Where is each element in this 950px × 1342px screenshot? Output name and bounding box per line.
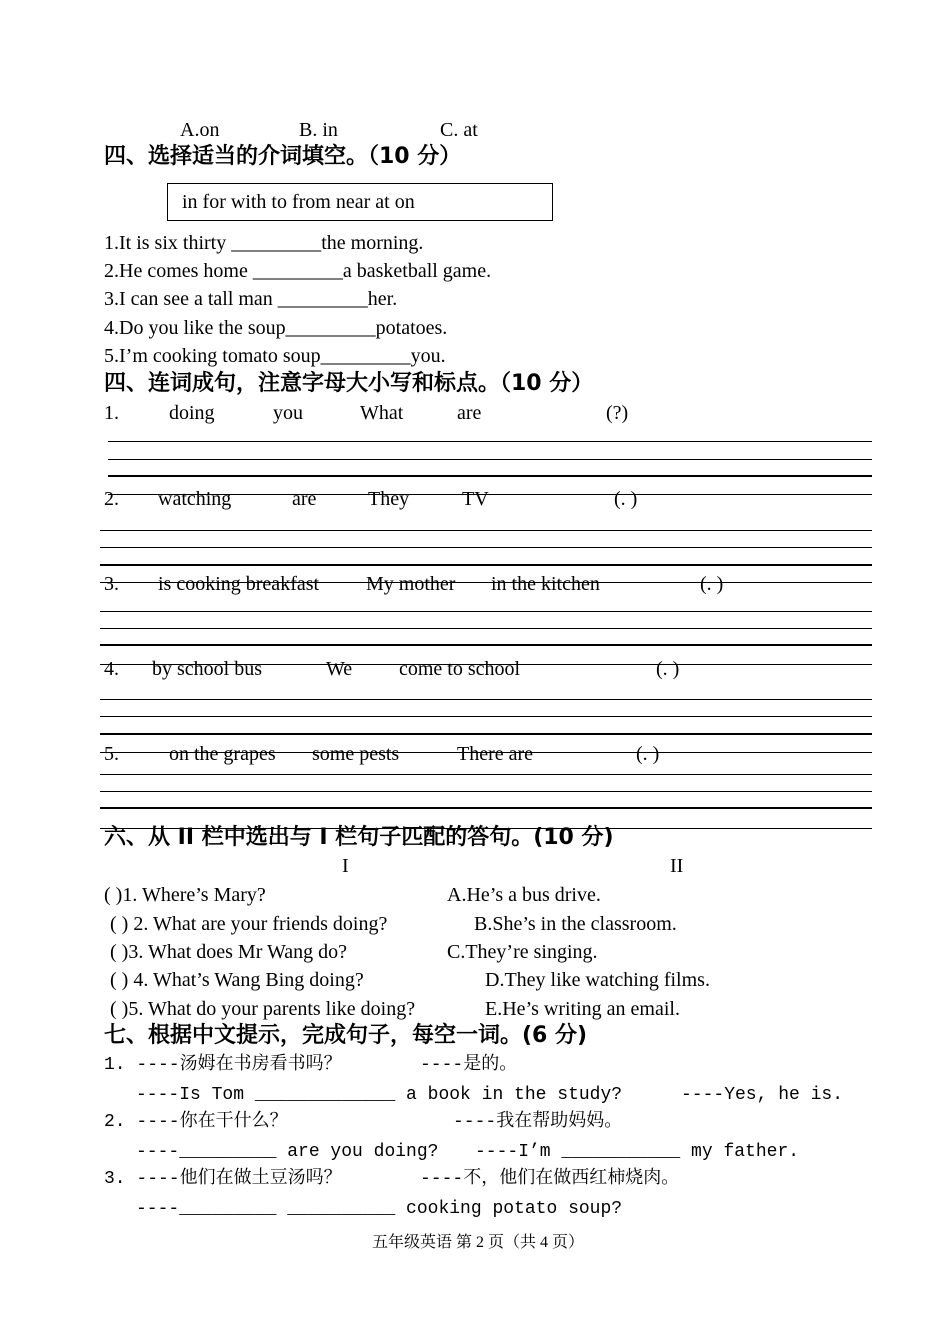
- answer-line: [100, 807, 872, 809]
- answer-line: [100, 716, 872, 717]
- match-answer: B.She’s in the classroom.: [474, 913, 677, 935]
- word-chip: There are: [457, 743, 534, 765]
- word-order-number: 1.: [104, 402, 119, 424]
- match-question: ( ) 4. What’s Wang Bing doing?: [110, 969, 364, 991]
- match-answer: A.He’s a bus drive.: [447, 884, 601, 906]
- fill-item: 4.Do you like the soup_________potatoes.: [104, 317, 448, 339]
- section-title-prepositions: 四、选择适当的介词填空。（10 分）: [104, 144, 462, 169]
- cn-question: 2. ----你在干什么？: [104, 1112, 288, 1132]
- match-question: ( )5. What do your parents like doing?: [110, 998, 416, 1020]
- match-answer: E.He’s writing an email.: [485, 998, 680, 1020]
- word-chip: are: [292, 488, 317, 510]
- answer-line: [100, 547, 872, 548]
- punctuation-hint: (. ): [614, 488, 638, 510]
- column-label-1: I: [342, 855, 349, 877]
- word-chip: come to school: [399, 658, 521, 680]
- answer-line: [108, 475, 872, 477]
- word-chip: doing: [169, 402, 215, 424]
- answer-line: [100, 644, 872, 646]
- fill-item: 5.I’m cooking tomato soup_________you.: [104, 345, 446, 367]
- word-order-number: 5.: [104, 743, 119, 765]
- cn-answer: ----我在帮助妈妈。: [453, 1112, 623, 1132]
- word-order-number: 2.: [104, 488, 119, 510]
- column-label-2: II: [670, 855, 684, 877]
- answer-line: [100, 628, 872, 629]
- answer-line: [100, 530, 872, 531]
- answer-line: [100, 733, 872, 735]
- word-bank-text: in for with to from near at on: [182, 191, 415, 213]
- cn-answer: ----是的。: [420, 1055, 518, 1075]
- cn-answer: ----不，他们在做西红柿烧肉。: [420, 1169, 680, 1189]
- punctuation-hint: (. ): [636, 743, 660, 765]
- word-chip: you: [273, 402, 303, 424]
- cn-question: 3. ----他们在做土豆汤吗？: [104, 1169, 342, 1189]
- section-title-word-order: 四、连词成句，注意字母大小写和标点。（10 分）: [104, 371, 594, 396]
- match-answer: C.They’re singing.: [447, 941, 598, 963]
- word-chip: TV: [462, 488, 489, 510]
- answer-line: [100, 774, 872, 775]
- word-chip: My mother: [366, 573, 456, 595]
- section-title-matching: 六、从 II 栏中选出与 I 栏句子匹配的答句。(10 分): [104, 825, 614, 850]
- match-answer: D.They like watching films.: [485, 969, 710, 991]
- word-chip: We: [326, 658, 353, 680]
- cn-question: 1. ----汤姆在书房看书吗？: [104, 1055, 342, 1075]
- fill-item: 3.I can see a tall man _________her.: [104, 288, 398, 310]
- word-chip: They: [368, 488, 410, 510]
- word-chip: in the kitchen: [491, 573, 600, 595]
- page-footer: 五年级英语 第 2 页（共 4 页）: [372, 1234, 585, 1251]
- word-chip: is cooking breakfast: [158, 573, 320, 595]
- match-question: ( )1. Where’s Mary?: [104, 884, 266, 906]
- word-order-number: 4.: [104, 658, 119, 680]
- word-chip: by school bus: [152, 658, 262, 680]
- option-a: A.on: [180, 119, 220, 141]
- punctuation-hint: (. ): [656, 658, 680, 680]
- option-c: C. at: [440, 119, 478, 141]
- en-question: ----_________ __________ cooking potato soup?: [136, 1199, 623, 1219]
- answer-line: [100, 564, 872, 566]
- answer-line: [100, 611, 872, 612]
- answer-line: [108, 459, 872, 460]
- en-question: ----Is Tom _____________ a book in the study?: [136, 1085, 623, 1105]
- section-title-translation: 七、根据中文提示，完成句子，每空一词。(6 分): [104, 1023, 588, 1048]
- word-order-number: 3.: [104, 573, 119, 595]
- word-chip: some pests: [312, 743, 400, 765]
- option-b: B. in: [299, 119, 338, 141]
- en-answer: ----I’m ___________ my father.: [475, 1142, 800, 1162]
- match-question: ( ) 2. What are your friends doing?: [110, 913, 388, 935]
- word-bank-box: [167, 183, 553, 221]
- answer-line: [100, 791, 872, 792]
- fill-item: 1.It is six thirty _________the morning.: [104, 232, 424, 254]
- en-question: ----_________ are you doing?: [136, 1142, 439, 1162]
- word-chip: are: [457, 402, 482, 424]
- word-chip: on the grapes: [169, 743, 276, 765]
- word-chip: watching: [158, 488, 232, 510]
- punctuation-hint: (?): [606, 402, 629, 424]
- answer-line: [100, 699, 872, 700]
- punctuation-hint: (. ): [700, 573, 724, 595]
- word-chip: What: [360, 402, 404, 424]
- answer-line: [108, 441, 872, 442]
- fill-item: 2.He comes home _________a basketball game.: [104, 260, 492, 282]
- match-question: ( )3. What does Mr Wang do?: [110, 941, 348, 963]
- en-answer: ----Yes, he is.: [681, 1085, 844, 1105]
